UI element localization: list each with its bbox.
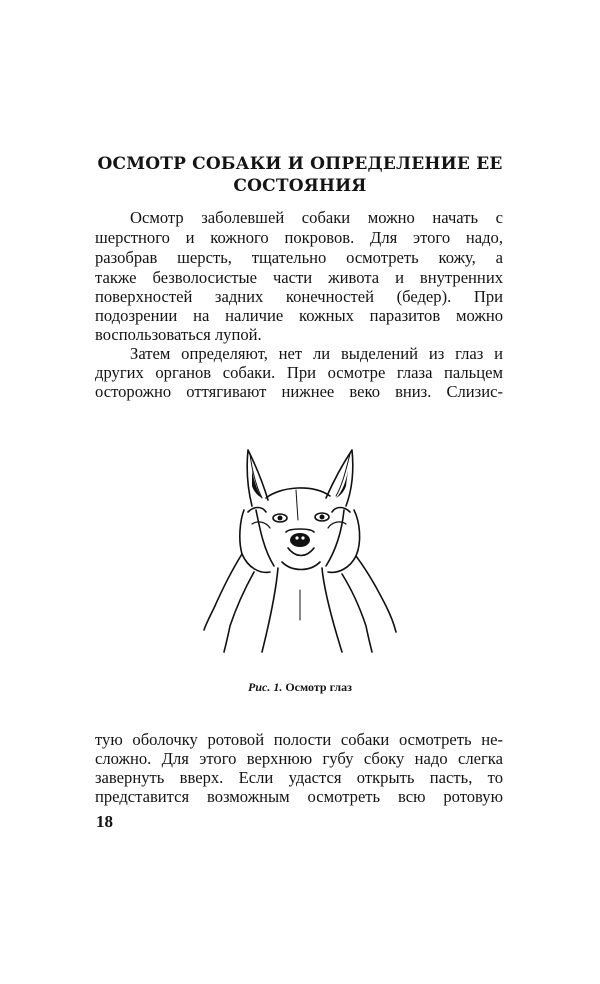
paragraph-1-line-5: поверхностей задних конечностей (бедер). При bbox=[95, 287, 503, 306]
paragraph-1-line-4: также безволосистые части живота и внутренних bbox=[95, 268, 503, 287]
paragraph-1-line-7: воспользоваться лупой. bbox=[95, 325, 262, 344]
paragraph-3-line-2: сложно. Для этого верхнюю губу сбоку надо слегка bbox=[95, 749, 503, 768]
paragraph-1-line-6: подозрении на наличие кожных паразитов можно bbox=[95, 306, 503, 325]
paragraph-1-line-2: шерстного и кожного покровов. Для этого надо, bbox=[95, 228, 503, 247]
page-number: 18 bbox=[96, 812, 113, 831]
figure-caption-label: Рис. 1. bbox=[248, 680, 283, 694]
figure-caption bbox=[95, 680, 505, 695]
paragraph-3-line-1: тую оболочку ротовой полости собаки осмотреть не- bbox=[95, 730, 503, 749]
section-title-line-2: СОСТОЯНИЯ bbox=[233, 176, 367, 196]
paragraph-3-line-4: представится возможным осмотреть всю ротовую bbox=[95, 787, 503, 806]
paragraph-2-line-2: других органов собаки. При осмотре глаза пальцем bbox=[95, 363, 503, 382]
paragraph-2-line-1: Затем определяют, нет ли выделений из глаз и bbox=[130, 344, 503, 363]
paragraph-2-line-3: осторожно оттягивают нижнее веко вниз. Слизис- bbox=[95, 382, 503, 401]
section-title-line-1: ОСМОТР СОБАКИ И ОПРЕДЕЛЕНИЕ ЕЕ bbox=[97, 154, 503, 174]
dog-eye-exam-illustration bbox=[196, 440, 398, 662]
paragraph-3-line-3: завернуть вверх. Если удастся открыть пасть, то bbox=[95, 768, 503, 787]
paragraph-1-line-3: разобрав шерсть, тщательно осмотреть кожу, а bbox=[95, 248, 503, 267]
figure-caption-text: Осмотр глаз bbox=[285, 680, 352, 694]
paragraph-1-line-1: Осмотр заболевшей собаки можно начать с bbox=[130, 208, 503, 227]
